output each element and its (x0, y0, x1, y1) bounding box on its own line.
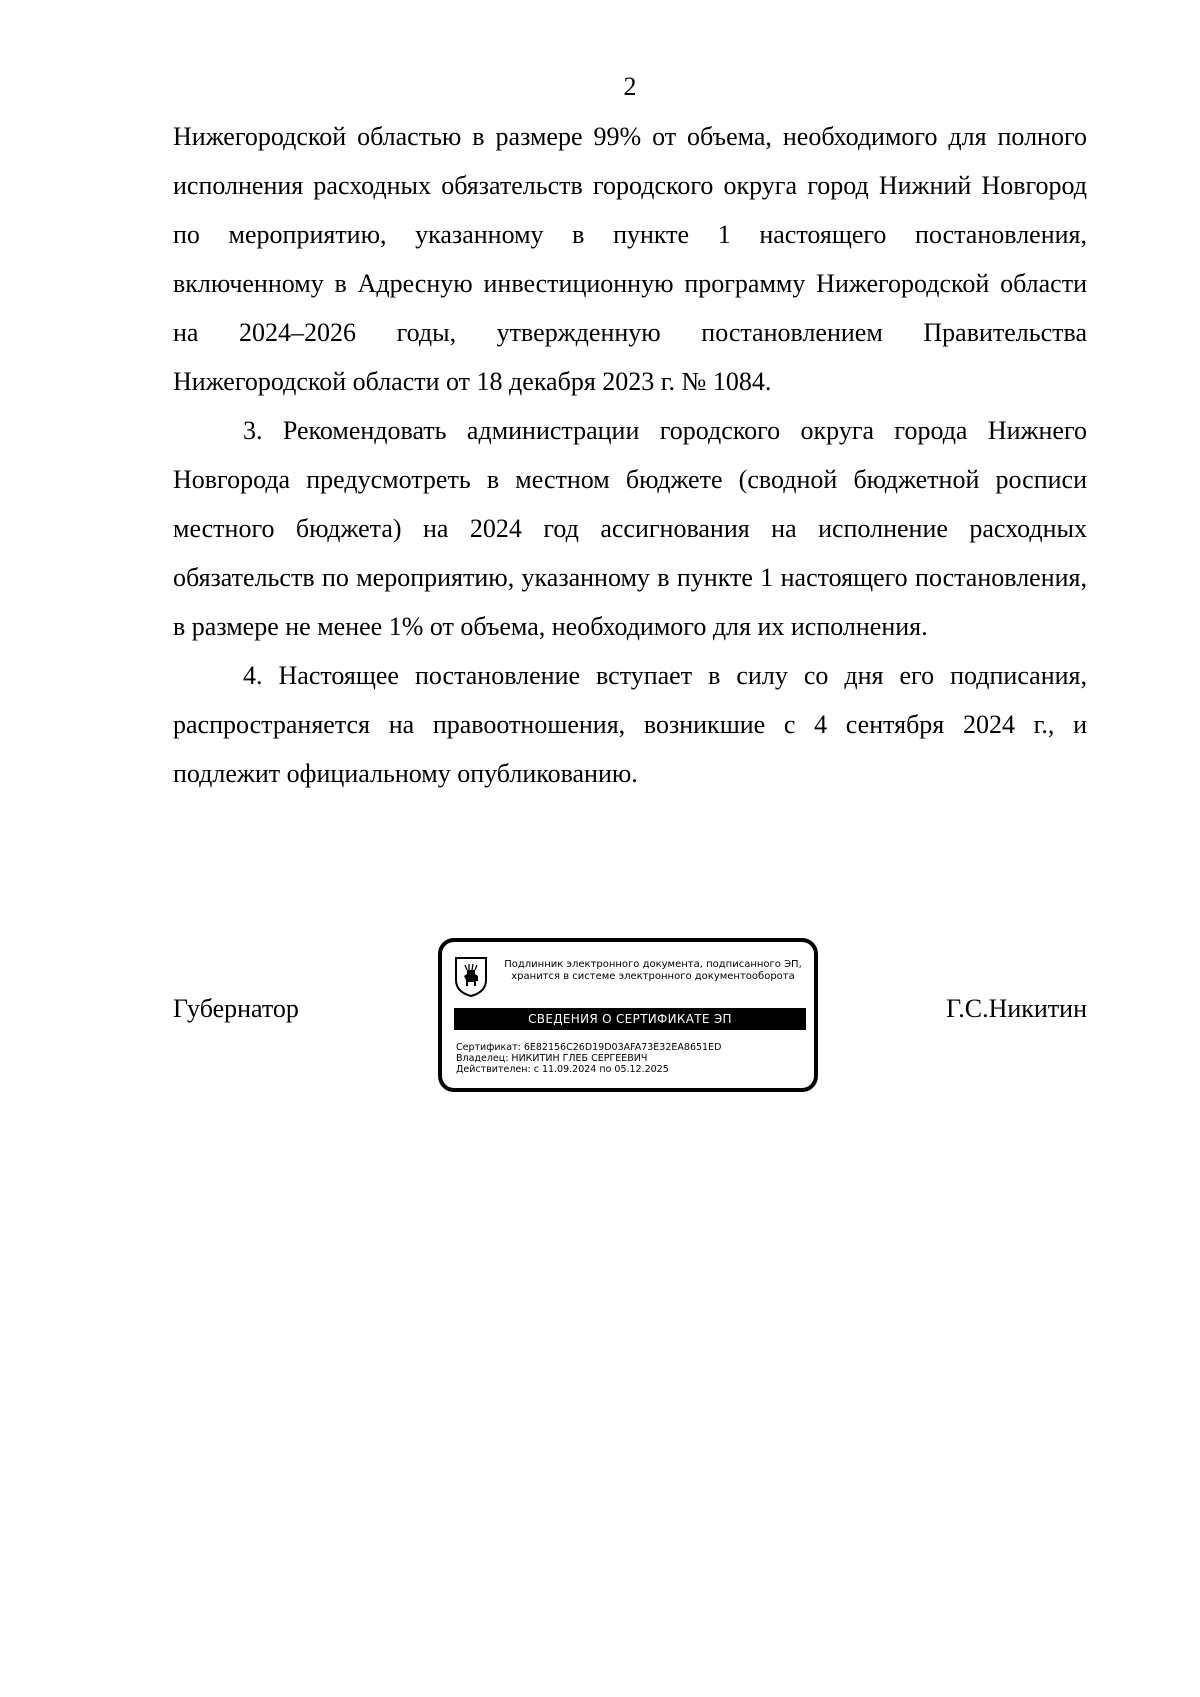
certificate-owner: Владелец: НИКИТИН ГЛЕБ СЕРГЕЕВИЧ (456, 1053, 648, 1064)
certificate-number: Сертификат: 6E82156C26D19D03AFA73E32EA8651ED (456, 1042, 722, 1053)
stamp-certificate-details (456, 1042, 808, 1075)
paragraph-item-4: 4. Настоящее постановление вступает в силу со дня его подписания, распространяется на правоотношения, возникшие с 4 сентября 2024 г., и подлежит официальному опубликованию. (173, 661, 1087, 788)
paragraph-item-3: 3. Рекомендовать администрации городского округа города Нижнего Новгорода предусмотреть в местном бюджете (сводной бюджетной росписи местного бюджета) на 2024 год ассигнования на исполнение расходных обязательств по мероприятию, указанному в пункте 1 настоящего постановления, в размере не менее 1% от объема, необходимого для их исполнения. (173, 416, 1087, 641)
document-body (173, 112, 1087, 798)
signatory-position: Губернатор (173, 994, 299, 1023)
coat-of-arms-icon (454, 956, 488, 998)
stamp-header-line-1: Подлинник электронного документа, подписанного ЭП, (504, 959, 802, 970)
certificate-validity: Действителен: с 11.09.2024 по 05.12.2025 (456, 1064, 669, 1075)
signature-block (173, 938, 1087, 1098)
stamp-header (494, 959, 812, 983)
stamp-title-bar: СВЕДЕНИЯ О СЕРТИФИКАТЕ ЭП (454, 1008, 806, 1030)
page-number: 2 (623, 72, 637, 101)
electronic-signature-stamp (438, 938, 818, 1092)
signatory-name: Г.С.Никитин (946, 994, 1087, 1023)
stamp-header-line-2: хранится в системе электронного документооборота (511, 971, 795, 982)
paragraph-continuation: Нижегородской областью в размере 99% от объема, необходимого для полного исполнения расходных обязательств городского округа город Нижний Новгород по мероприятию, указанному в пункте 1 настоящего постановления, включенному в Адресную инвестиционную программу Нижегородской области на 2024–2026 годы, утвержденную постановлением Правительства Нижегородской области от 18 декабря 2023 г. № 1084. (173, 122, 1087, 396)
